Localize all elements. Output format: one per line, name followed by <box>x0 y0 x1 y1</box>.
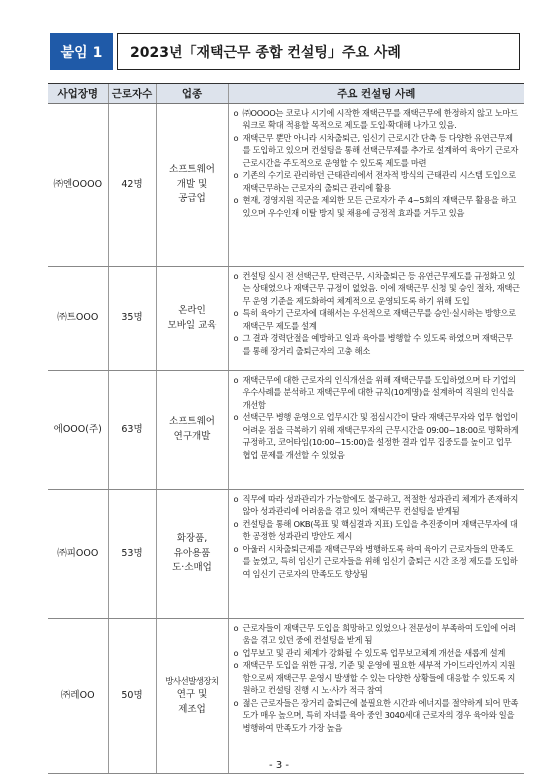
case-text: 선택근무 병행 운영으로 업무시간 및 점심시간이 달라 재택근무자와 업무 협업이 어려운 점을 극복하기 위해 재택근무자의 근무시간을 09:00~18:00로 명확하게 규정하고, 코어타임(10:00~15:00)을 설정한 결과 업무 집중도를 높이고 업무 협업 문제를 개선할 수 있었음 <box>242 412 519 460</box>
case-text: 아울러 시차출퇴근제를 재택근무와 병행하도록 하여 육아기 근로자들의 만족도를 높였고, 특히 임신기 근로자들을 위해 임신기 출퇴근 시간 조정 제도를 도입하여 임신기 근로자의 만족도도 향상됨 <box>242 543 518 579</box>
case-text: 컨설팅을 통해 OKB(목표 및 핵심결과 지표) 도입을 추진중이며 재택근무자에 대한 공정한 성과관리 방안도 제시 <box>242 518 518 542</box>
column-header-industry: 업종 <box>156 84 228 104</box>
industry-line: 개발 및 <box>176 178 208 190</box>
industry-line: 제조업 <box>178 703 206 715</box>
workers-cell: 35명 <box>108 267 156 371</box>
industry-cell <box>156 490 228 619</box>
case-text: ㈜OOOO는 코로나 시기에 시작한 재택근무를 재택근무에 한정하지 않고 노마드워크로 확대 적용할 목적으로 제도를 도입·확대해 나가고 있음. <box>242 108 518 131</box>
company-cell: ㈜피OOO <box>48 490 108 619</box>
cases-cell <box>228 619 524 774</box>
bullet-icon: o <box>233 518 239 529</box>
bullet-icon: o <box>233 543 239 554</box>
bullet-icon: o <box>233 375 239 385</box>
company-cell: ㈜레OO <box>48 619 108 774</box>
case-text: 젊은 근로자들은 장거리 출퇴근에 불필요한 시간과 에너지를 절약하게 되어 만족도가 매우 높으며, 특히 자녀를 육아 중인 3040세대 근로자의 경우 육아와 일을 병행하여 만족도가 가장 높음 <box>242 697 519 733</box>
bullet-icon: o <box>233 333 239 344</box>
bullet-icon: o <box>233 108 239 118</box>
case-text: 재택근무 도입을 위한 규정, 기준 및 운영에 필요한 세부적 가이드라인까지 지원함으로써 재택근무 운영시 발생할 수 있는 다양한 상황들에 대응할 수 있도록 지원하고 컨설팅 진행 시 노·사가 적극 참여 <box>242 660 516 696</box>
industry-line: 도·소매업 <box>172 562 212 574</box>
industry-line: 온라인 <box>178 304 206 316</box>
industry-line: 공급업 <box>178 193 206 205</box>
case-text: 기존의 수기로 관리하던 근태관리에서 전자적 방식의 근태관리 시스템 도입으로 재택근무하는 근로자의 출퇴근 관리에 활용 <box>242 170 516 193</box>
bullet-icon: o <box>233 697 239 708</box>
case-text: 직무에 따라 성과관리가 가능함에도 불구하고, 적절한 성과관리 체계가 존재하지 않아 성과관리에 어려움을 겪고 있어 재택근무 컨설팅을 받게됨 <box>242 494 519 517</box>
company-cell: ㈜트OOO <box>48 267 108 371</box>
industry-line: 연구개발 <box>173 431 211 442</box>
case-text: 재택근무 뿐만 아니라 시차출퇴근, 임신기 근로시간 단축 등 다양한 유연근무제를 도입하고 있으며 컨설팅을 통해 선택근무제를 추가로 설계하여 육아기 근로자 근로시간을 주도적으로 운영할 수 있도록 제도를 마련 <box>242 132 519 168</box>
workers-cell: 53명 <box>108 490 156 619</box>
table-row <box>48 371 524 490</box>
industry-line: 유아용품 <box>173 547 211 559</box>
bullet-icon: o <box>233 271 239 281</box>
industry-line: 연구 및 <box>176 688 208 700</box>
table-row <box>48 619 524 774</box>
cases-cell <box>228 371 524 490</box>
case-text: 컨설팅 실시 전 선택근무, 탄력근무, 시차출퇴근 등 유연근무제도를 규정화고 있는 상태였으나 재택근무 규정이 없었음. 이에 재택근무 신청 및 승인 절차, 재택근무 운영 기준을 제도화하여 체계적으로 운영되도록 하기 위해 도입 <box>242 271 520 306</box>
bullet-icon: o <box>233 647 239 658</box>
case-item <box>234 332 521 357</box>
bullet-icon: o <box>233 660 239 671</box>
bullet-icon: o <box>233 308 239 319</box>
case-text: 업무보고 및 관리 체계가 강화될 수 있도록 업무보고체계 개선을 새롭게 설계 <box>242 647 506 658</box>
attachment-badge: 붙임 1 <box>50 33 113 70</box>
table-row <box>48 104 524 267</box>
case-item <box>234 107 521 132</box>
industry-line: 모바일 교육 <box>167 319 217 331</box>
table-row <box>48 490 524 619</box>
column-header-company: 사업장명 <box>48 84 108 104</box>
cases-cell <box>228 104 524 267</box>
case-text: 현재, 경영지원 직군을 제외한 모든 근로자가 주 4~5회의 재택근무 활용을 하고 있으며 우수인재 이탈 방지 및 채용에 긍정적 효과를 거두고 있음 <box>242 195 517 218</box>
document-header <box>50 33 520 70</box>
bullet-icon: o <box>233 623 239 633</box>
industry-cell <box>156 267 228 371</box>
case-item <box>234 622 521 647</box>
case-item <box>234 647 521 659</box>
case-item <box>234 493 521 518</box>
case-item <box>234 518 521 543</box>
case-item <box>234 411 521 461</box>
case-item <box>234 697 521 734</box>
case-text: 재택근무에 대한 근로자의 인식개선을 위해 재택근무를 도입하였으며 타 기업의 우수사례를 분석하고 재택근무에 대한 규칙(10계명)을 설계하여 직원의 인식을 개선함 <box>242 375 516 410</box>
industry-cell <box>156 104 228 267</box>
case-item <box>234 169 521 194</box>
consulting-cases-table <box>48 83 524 774</box>
case-text: 근로자들이 재택근무 도입을 희망하고 있었으나 전문성이 부족하여 도입에 어려움을 겪고 있던 중에 컨설팅을 받게 됨 <box>242 623 516 646</box>
cases-cell <box>228 490 524 619</box>
bullet-icon: o <box>233 132 239 143</box>
case-item <box>234 132 521 169</box>
workers-cell: 42명 <box>108 104 156 267</box>
bullet-icon: o <box>233 195 239 206</box>
bullet-icon: o <box>233 494 239 504</box>
industry-line: 화장품, <box>176 532 208 544</box>
case-item <box>234 543 521 580</box>
document-title: 2023년「재택근무 종합 컨설팅」주요 사례 <box>117 33 520 70</box>
industry-line: 소프트웨어 <box>169 163 215 175</box>
case-item <box>234 659 521 696</box>
bullet-icon: o <box>233 412 239 423</box>
case-item <box>234 374 521 411</box>
case-text: 그 결과 경력단절을 예방하고 일과 육아를 병행할 수 있도록 하였으며 재택근무를 통해 장거리 출퇴근자의 고충 해소 <box>242 333 513 356</box>
industry-cell <box>156 619 228 774</box>
case-item <box>234 194 521 219</box>
table-row <box>48 267 524 371</box>
case-item <box>234 270 521 307</box>
industry-line: 방사선발생장치 <box>165 675 219 686</box>
cases-cell <box>228 267 524 371</box>
case-text: 특히 육아기 근로자에 대해서는 우선적으로 재택근무를 승인·실시하는 방향으로 재택근무 제도를 설계 <box>242 308 516 331</box>
industry-line: 소프트웨어 <box>169 416 215 428</box>
industry-cell <box>156 371 228 490</box>
case-item <box>234 307 521 332</box>
company-cell: ㈜엔OOOO <box>48 104 108 267</box>
workers-cell: 50명 <box>108 619 156 774</box>
column-header-cases: 주요 컨설팅 사례 <box>228 84 524 104</box>
company-cell: 에OOO(주) <box>48 371 108 490</box>
workers-cell: 63명 <box>108 371 156 490</box>
column-header-workers: 근로자수 <box>108 84 156 104</box>
table-header-row <box>48 84 524 104</box>
page-number: - 3 - <box>269 760 289 771</box>
bullet-icon: o <box>233 170 239 181</box>
